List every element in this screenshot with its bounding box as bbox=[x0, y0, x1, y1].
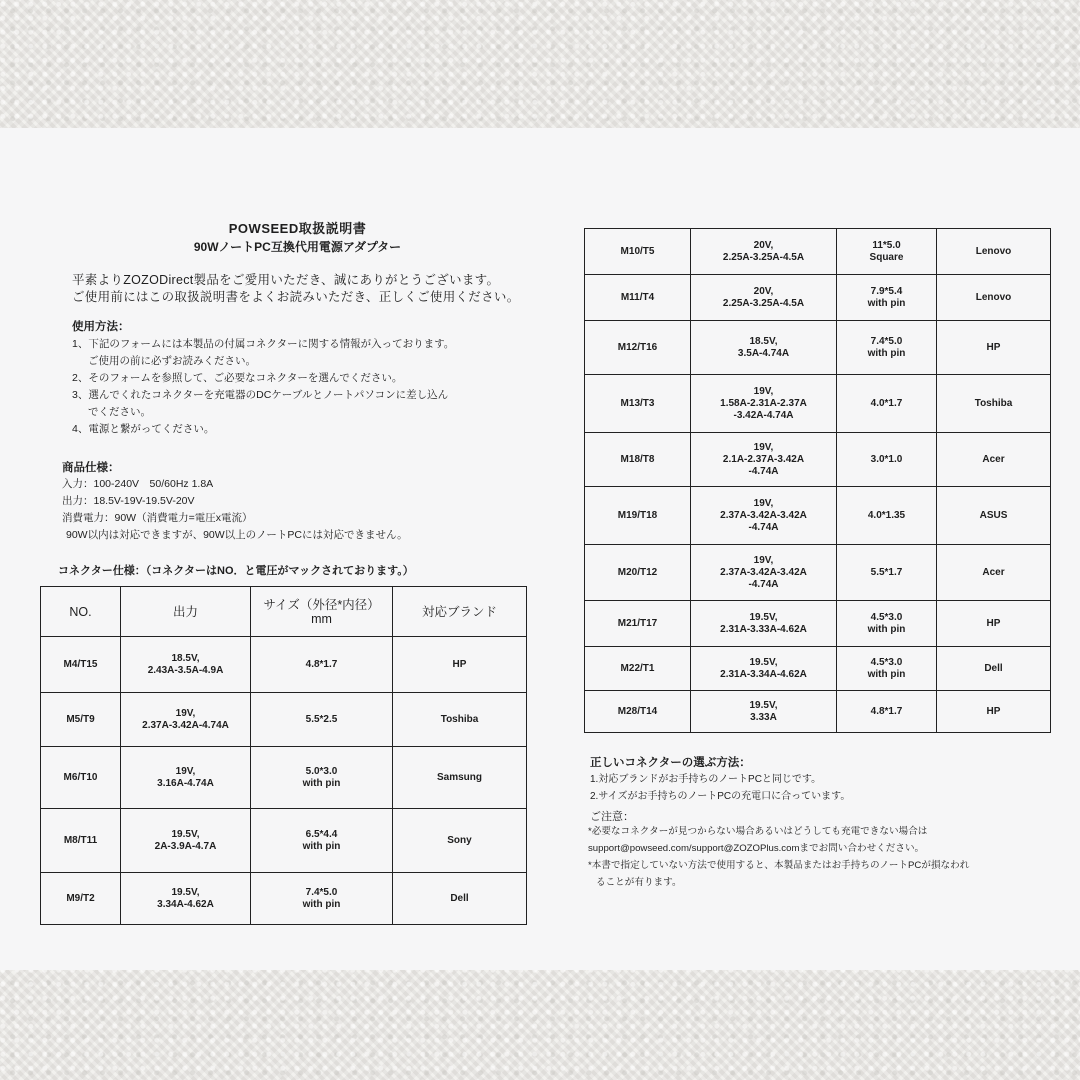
usage-step: ご使用の前に必ずお読みください。 bbox=[88, 355, 256, 367]
size-spec-line: 7.4*5.0 bbox=[305, 886, 338, 898]
size-spec-line: 4.8*1.7 bbox=[305, 658, 338, 670]
output-spec bbox=[691, 229, 837, 275]
header-size-label: サイズ（外径*内径） bbox=[263, 597, 380, 612]
output-spec-line: 3.16A-4.74A bbox=[157, 777, 214, 789]
connector-no bbox=[585, 433, 691, 487]
table-row bbox=[585, 321, 1051, 375]
output-spec-line: -4.74A bbox=[748, 521, 779, 533]
spec-line: 消費電力：90W（消費電力=電圧x電流） bbox=[62, 512, 253, 524]
brand-name bbox=[937, 275, 1051, 321]
connector-no bbox=[585, 275, 691, 321]
table-row bbox=[41, 637, 527, 693]
size-spec-line: with pin bbox=[867, 297, 906, 309]
connector-no-line: M10/T5 bbox=[620, 245, 655, 257]
size-spec bbox=[837, 229, 937, 275]
brand-name bbox=[937, 375, 1051, 433]
connector-no-line: M18/T8 bbox=[620, 453, 655, 465]
brand-name bbox=[937, 601, 1051, 647]
output-spec-line: 2.1A-2.37A-3.42A bbox=[722, 453, 805, 465]
output-spec-line: 1.58A-2.31A-2.37A bbox=[720, 397, 807, 409]
output-spec-line: 19V, bbox=[753, 385, 774, 397]
brand-name-line: Acer bbox=[982, 566, 1005, 578]
connector-no-line: M13/T3 bbox=[620, 397, 655, 409]
size-spec-line: with pin bbox=[867, 623, 906, 635]
table-row bbox=[585, 229, 1051, 275]
output-spec-line: 18.5V, bbox=[171, 652, 200, 664]
output-spec bbox=[121, 809, 251, 873]
usage-step: 4、電源と繋がってください。 bbox=[72, 423, 215, 435]
connector-no-line: M22/T1 bbox=[620, 662, 655, 674]
brand-name-line: HP bbox=[986, 705, 1001, 717]
document-subtitle: 90WノートPC互換代用電源アダプター bbox=[193, 240, 402, 254]
table-row bbox=[585, 601, 1051, 647]
size-spec-line: with pin bbox=[302, 777, 341, 789]
brand-name bbox=[937, 321, 1051, 375]
choose-heading: 正しいコネクターの選ぶ方法： bbox=[590, 757, 751, 769]
connector-no bbox=[585, 601, 691, 647]
output-spec bbox=[691, 601, 837, 647]
header-no: NO. bbox=[41, 587, 121, 637]
output-spec-line: -4.74A bbox=[748, 465, 779, 477]
output-spec-line: 3.33A bbox=[750, 711, 777, 723]
output-spec-line: -4.74A bbox=[748, 578, 779, 590]
size-spec bbox=[837, 601, 937, 647]
brand-name bbox=[937, 545, 1051, 601]
brand-name-line: Toshiba bbox=[974, 397, 1013, 409]
brand-name-line: Toshiba bbox=[440, 713, 479, 725]
brand-name-line: HP bbox=[986, 341, 1001, 353]
connector-no bbox=[41, 809, 121, 873]
size-spec-line: with pin bbox=[302, 840, 341, 852]
intro-line: 平素よりZOZODirect製品をご愛用いただき、誠にありがとうございます。 bbox=[72, 273, 500, 287]
output-spec bbox=[121, 693, 251, 747]
connector-no-line: M12/T16 bbox=[617, 341, 658, 353]
output-spec-line: 2.31A-3.34A-4.62A bbox=[720, 668, 807, 680]
connector-no bbox=[585, 647, 691, 691]
output-spec-line: 19V, bbox=[753, 441, 774, 453]
header-brand: 対応ブランド bbox=[393, 587, 527, 637]
size-spec-line: 5.5*1.7 bbox=[870, 566, 903, 578]
brand-name-line: ASUS bbox=[979, 509, 1008, 521]
size-spec-line: 6.5*4.4 bbox=[305, 828, 338, 840]
usage-step: でください。 bbox=[88, 406, 151, 418]
output-spec-line: 2.25A-3.25A-4.5A bbox=[722, 297, 805, 309]
size-spec bbox=[837, 375, 937, 433]
connector-no-line: M19/T18 bbox=[617, 509, 658, 521]
output-spec-line: 19.5V, bbox=[749, 656, 778, 668]
connector-no bbox=[585, 691, 691, 733]
usage-step: 3、選んでくれたコネクターを充電器のDCケーブルとノートパソコンに差し込ん bbox=[72, 389, 449, 401]
connector-no-line: M9/T2 bbox=[66, 892, 95, 904]
brand-name bbox=[937, 647, 1051, 691]
output-spec-line: 18.5V, bbox=[749, 335, 778, 347]
header-size-unit: mm bbox=[311, 611, 332, 626]
connector-no bbox=[585, 545, 691, 601]
table-row bbox=[41, 873, 527, 925]
output-spec-line: 19V, bbox=[753, 497, 774, 509]
size-spec bbox=[837, 647, 937, 691]
brand-name bbox=[393, 809, 527, 873]
table-row bbox=[41, 747, 527, 809]
connector-no bbox=[41, 873, 121, 925]
size-spec bbox=[251, 693, 393, 747]
brand-name bbox=[393, 873, 527, 925]
spec-line: 90W以内は対応できますが、90W以上のノートPCには対応できません。 bbox=[66, 529, 408, 541]
output-spec bbox=[691, 321, 837, 375]
header-size bbox=[251, 587, 393, 637]
intro-text bbox=[72, 272, 520, 306]
output-spec bbox=[691, 375, 837, 433]
brand-name-line: Samsung bbox=[436, 771, 482, 783]
size-spec bbox=[837, 433, 937, 487]
size-spec-line: 7.9*5.4 bbox=[870, 285, 903, 297]
output-spec-line: 19.5V, bbox=[749, 699, 778, 711]
size-spec bbox=[837, 487, 937, 545]
connector-no-line: M8/T11 bbox=[63, 834, 98, 846]
output-spec-line: 2.25A-3.25A-4.5A bbox=[722, 251, 805, 263]
brand-name-line: HP bbox=[452, 658, 467, 670]
brand-name bbox=[937, 433, 1051, 487]
connector-no-line: M6/T10 bbox=[63, 771, 98, 783]
table-row bbox=[585, 647, 1051, 691]
size-spec bbox=[251, 747, 393, 809]
output-spec bbox=[691, 275, 837, 321]
size-spec bbox=[251, 873, 393, 925]
spec-line: 入力：100-240V 50/60Hz 1.8A bbox=[62, 478, 214, 490]
output-spec-line: 19V, bbox=[175, 765, 196, 777]
output-spec-line: 19V, bbox=[175, 707, 196, 719]
connector-no-line: M4/T15 bbox=[63, 658, 98, 670]
connector-no bbox=[585, 487, 691, 545]
size-spec-line: Square bbox=[869, 251, 904, 263]
brand-name bbox=[393, 637, 527, 693]
output-spec-line: 2.43A-3.5A-4.9A bbox=[147, 664, 224, 676]
output-spec-line: 20V, bbox=[753, 285, 774, 297]
spec-heading: 商品仕様： bbox=[62, 462, 120, 474]
size-spec-line: with pin bbox=[302, 898, 341, 910]
choose-line: 1.対応ブランドがお手持ちのノートPCと同じです。 bbox=[590, 774, 822, 785]
brand-name-line: Dell bbox=[984, 662, 1003, 674]
output-spec-line: 19.5V, bbox=[171, 886, 200, 898]
size-spec-line: 11*5.0 bbox=[872, 239, 901, 251]
size-spec bbox=[251, 637, 393, 693]
notice-line: ることが有ります。 bbox=[596, 877, 682, 888]
choose-line: 2.サイズがお手持ちのノートPCの充電口に合っています。 bbox=[590, 791, 851, 802]
output-spec-line: 20V, bbox=[753, 239, 774, 251]
choose-lines bbox=[590, 771, 850, 805]
size-spec-line: 4.0*1.7 bbox=[870, 397, 903, 409]
size-spec-line: with pin bbox=[867, 668, 906, 680]
output-spec bbox=[691, 691, 837, 733]
size-spec bbox=[837, 321, 937, 375]
size-spec bbox=[251, 809, 393, 873]
brand-name-line: Lenovo bbox=[975, 245, 1012, 257]
output-spec bbox=[691, 433, 837, 487]
usage-heading: 使用方法： bbox=[72, 321, 130, 333]
table-row bbox=[41, 809, 527, 873]
size-spec-line: with pin bbox=[867, 347, 906, 359]
notice-heading: ご注意： bbox=[590, 811, 634, 823]
table-row bbox=[41, 693, 527, 747]
connector-no bbox=[585, 321, 691, 375]
table-row bbox=[585, 691, 1051, 733]
table-row bbox=[585, 433, 1051, 487]
size-spec-line: 7.4*5.0 bbox=[870, 335, 903, 347]
size-spec-line: 3.0*1.0 bbox=[870, 453, 903, 465]
output-spec-line: 2.37A-3.42A-3.42A bbox=[720, 509, 807, 521]
intro-line: ご使用前にはこの取扱説明書をよくお読みいただき、正しくご使用ください。 bbox=[72, 290, 520, 304]
output-spec-line: 19.5V, bbox=[749, 611, 778, 623]
table-header-row bbox=[41, 587, 527, 637]
notice-line: support@powseed.com/support@ZOZOPlus.comまでお問い合わせください。 bbox=[588, 843, 925, 854]
output-spec bbox=[691, 487, 837, 545]
output-spec bbox=[121, 637, 251, 693]
output-spec bbox=[121, 873, 251, 925]
usage-steps bbox=[72, 336, 572, 438]
brand-name bbox=[937, 691, 1051, 733]
size-spec-line: 5.5*2.5 bbox=[305, 713, 338, 725]
usage-step: 1、下記のフォームには本製品の付属コネクターに関する情報が入っております。 bbox=[72, 338, 455, 350]
size-spec bbox=[837, 275, 937, 321]
size-spec bbox=[837, 545, 937, 601]
notice-line: *必要なコネクターが見つからない場合あるいはどうしても充電できない場合は bbox=[588, 826, 928, 837]
table-row bbox=[585, 487, 1051, 545]
brand-name-line: Lenovo bbox=[975, 291, 1012, 303]
output-spec bbox=[691, 545, 837, 601]
size-spec bbox=[837, 691, 937, 733]
document-title: POWSEED取扱説明書 bbox=[228, 221, 367, 236]
connector-no-line: M11/T4 bbox=[620, 291, 655, 303]
brand-name-line: Sony bbox=[447, 834, 472, 846]
brand-name bbox=[393, 747, 527, 809]
output-spec-line: 19.5V, bbox=[171, 828, 200, 840]
size-spec-line: 4.5*3.0 bbox=[870, 656, 903, 668]
header-output: 出力 bbox=[121, 587, 251, 637]
output-spec-line: 3.34A-4.62A bbox=[157, 898, 214, 910]
brand-name bbox=[937, 487, 1051, 545]
connector-no-line: M5/T9 bbox=[66, 713, 95, 725]
spec-lines bbox=[62, 476, 582, 544]
brand-name-line: HP bbox=[986, 617, 1001, 629]
output-spec bbox=[691, 647, 837, 691]
table-row bbox=[585, 275, 1051, 321]
notice-lines bbox=[588, 823, 1058, 891]
size-spec-line: 5.0*3.0 bbox=[305, 765, 338, 777]
output-spec-line: 2.37A-3.42A-4.74A bbox=[142, 719, 229, 731]
connector-no bbox=[41, 693, 121, 747]
connector-no bbox=[585, 229, 691, 275]
brand-name bbox=[393, 693, 527, 747]
connector-no bbox=[585, 375, 691, 433]
brand-name-line: Acer bbox=[982, 453, 1005, 465]
size-spec-line: 4.8*1.7 bbox=[870, 705, 903, 717]
usage-step: 2、そのフォームを参照して、ご必要なコネクターを選んでください。 bbox=[72, 372, 403, 384]
connector-no-line: M21/T17 bbox=[617, 617, 658, 629]
brand-name bbox=[937, 229, 1051, 275]
spec-line: 出力：18.5V-19V-19.5V-20V bbox=[62, 495, 195, 507]
connector-table-left bbox=[40, 586, 527, 925]
size-spec-line: 4.5*3.0 bbox=[870, 611, 903, 623]
connector-table-right bbox=[584, 228, 1051, 733]
connector-no-line: M20/T12 bbox=[617, 566, 658, 578]
connector-no bbox=[41, 637, 121, 693]
table-row bbox=[585, 545, 1051, 601]
output-spec bbox=[121, 747, 251, 809]
notice-line: *本書で指定していない方法で使用すると、本製品またはお手持ちのノートPCが損なわれ bbox=[588, 860, 970, 871]
output-spec-line: 2.31A-3.33A-4.62A bbox=[720, 623, 807, 635]
connector-no-line: M28/T14 bbox=[617, 705, 658, 717]
table-row bbox=[585, 375, 1051, 433]
output-spec-line: 2A-3.9A-4.7A bbox=[154, 840, 217, 852]
brand-name-line: Dell bbox=[450, 892, 469, 904]
connector-heading: コネクター仕様：（コネクターはNO．と電圧がマックされております。） bbox=[58, 565, 414, 577]
output-spec-line: 19V, bbox=[753, 554, 774, 566]
size-spec-line: 4.0*1.35 bbox=[867, 509, 906, 521]
output-spec-line: -3.42A-4.74A bbox=[733, 409, 794, 421]
output-spec-line: 2.37A-3.42A-3.42A bbox=[720, 566, 807, 578]
connector-no bbox=[41, 747, 121, 809]
output-spec-line: 3.5A-4.74A bbox=[737, 347, 790, 359]
